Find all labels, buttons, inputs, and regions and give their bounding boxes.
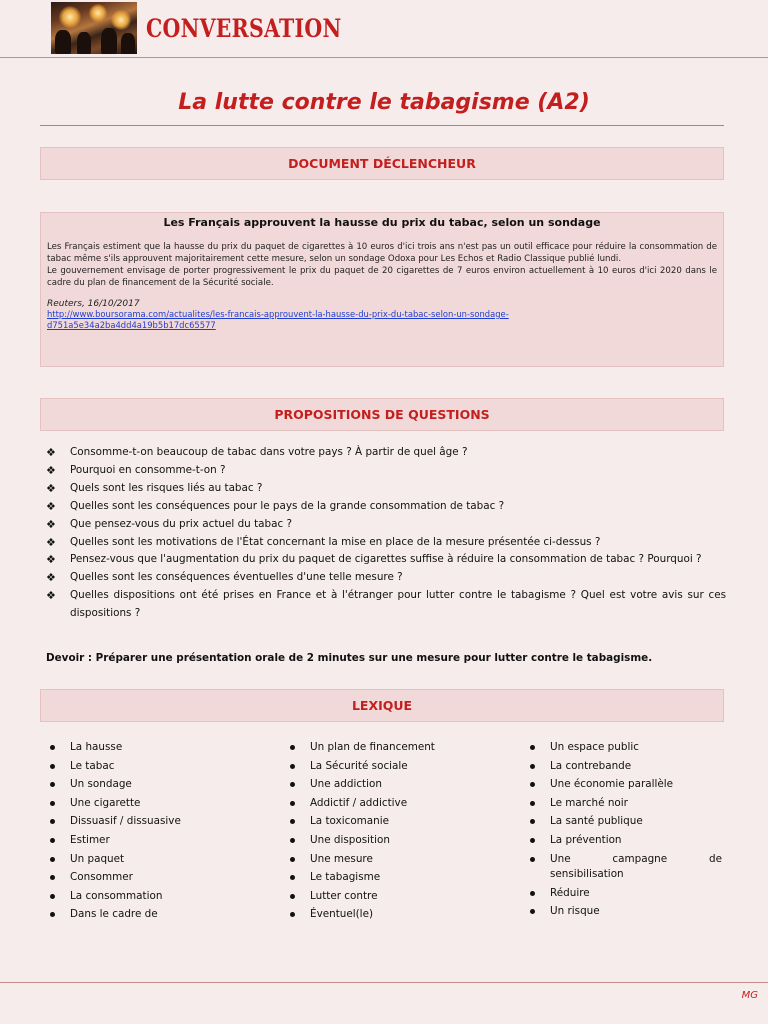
bullet-dot-icon bbox=[290, 764, 295, 769]
list-item: La toxicomanie bbox=[286, 812, 486, 831]
bullet-dot-icon bbox=[50, 857, 55, 862]
list-item: ❖ Consomme-t-on beaucoup de tabac dans votre pays ? À partir de quel âge ? bbox=[46, 444, 726, 462]
list-item: ❖ Quelles sont les conséquences pour le pays de la grande consommation de tabac ? bbox=[46, 498, 726, 516]
bullet-dot-icon bbox=[530, 838, 535, 843]
diamond-bullet-icon: ❖ bbox=[46, 589, 56, 603]
bullet-dot-icon bbox=[530, 857, 535, 862]
bullet-dot-icon bbox=[50, 764, 55, 769]
bullet-dot-icon bbox=[50, 819, 55, 824]
footer-divider bbox=[0, 982, 768, 983]
list-item: Estimer bbox=[46, 831, 246, 850]
list-item: Le marché noir bbox=[526, 794, 722, 813]
diamond-bullet-icon: ❖ bbox=[46, 571, 56, 585]
list-item: ❖ Quelles sont les conséquences éventuelles d'une telle mesure ? bbox=[46, 569, 726, 587]
list-item: Consommer bbox=[46, 868, 246, 887]
bullet-dot-icon bbox=[50, 801, 55, 806]
diamond-bullet-icon: ❖ bbox=[46, 446, 56, 459]
bullet-dot-icon bbox=[290, 912, 295, 917]
bullet-dot-icon bbox=[50, 782, 55, 787]
list-item: Une cigarette bbox=[46, 794, 246, 813]
diamond-bullet-icon: ❖ bbox=[46, 499, 56, 513]
diamond-bullet-icon: ❖ bbox=[46, 481, 56, 495]
bullet-dot-icon bbox=[50, 894, 55, 899]
document-link-line-2[interactable]: d751a5e34a2ba4dd4a19b5b17dc65577 bbox=[47, 320, 216, 330]
section-header-questions: PROPOSITIONS DE QUESTIONS bbox=[40, 398, 724, 431]
list-item: Une mesure bbox=[286, 850, 486, 869]
document-link-line-1[interactable]: http://www.boursorama.com/actualites/les-francais-approuvent-la-hausse-du-prix-du-tabac-selon-un-sondage- bbox=[47, 309, 509, 319]
bullet-dot-icon bbox=[290, 801, 295, 806]
diamond-bullet-icon: ❖ bbox=[46, 517, 56, 531]
list-item: Le tabac bbox=[46, 757, 246, 776]
assignment-text: Devoir : Préparer une présentation orale de 2 minutes sur une mesure pour lutter contre le tabagisme. bbox=[46, 652, 653, 664]
list-item: Réduire bbox=[526, 884, 722, 903]
list-item: ❖ Quelles dispositions ont été prises en France et à l'étranger pour lutter contre le tabagisme ? Quel est votre avis sur ces dispositions ? bbox=[46, 589, 726, 620]
questions-list bbox=[46, 444, 726, 623]
section-header-declencheur: DOCUMENT DÉCLENCHEUR bbox=[40, 147, 724, 180]
lexicon-column-1 bbox=[46, 738, 246, 924]
bullet-dot-icon bbox=[50, 912, 55, 917]
diamond-bullet-icon: ❖ bbox=[46, 463, 56, 477]
page-title: La lutte contre le tabagisme (A2) bbox=[178, 90, 590, 115]
list-item: La Sécurité sociale bbox=[286, 757, 486, 776]
diamond-bullet-icon: ❖ bbox=[46, 535, 56, 549]
list-item: Une économie parallèle bbox=[526, 775, 722, 794]
list-item: Un espace public bbox=[526, 738, 722, 757]
list-item: Lutter contre bbox=[286, 887, 486, 906]
document-title: Les Français approuvent la hausse du prix du tabac, selon un sondage bbox=[163, 216, 601, 229]
bullet-dot-icon bbox=[530, 745, 535, 750]
list-item: Une campagne de sensibilisation bbox=[526, 850, 722, 884]
list-item: Le tabagisme bbox=[286, 868, 486, 887]
bullet-dot-icon bbox=[290, 782, 295, 787]
list-item: La hausse bbox=[46, 738, 246, 757]
list-item: ❖ Pensez-vous que l'augmentation du prix du paquet de cigarettes suffise à réduire la consommation de tabac ? Pourquoi ? bbox=[46, 551, 726, 569]
list-item: La consommation bbox=[46, 887, 246, 906]
bullet-dot-icon bbox=[530, 819, 535, 824]
bullet-dot-icon bbox=[530, 891, 535, 896]
list-item: Éventuel(le) bbox=[286, 905, 486, 924]
list-item: La contrebande bbox=[526, 757, 722, 776]
bullet-dot-icon bbox=[290, 819, 295, 824]
list-item: Un paquet bbox=[46, 850, 246, 869]
document-paragraph-2: Le gouvernement envisage de porter progressivement le prix du paquet de 20 cigarettes de 7 euros environ actuellement à 10 euros d'ici 2020 dans le cadre du plan de financement de la Sécurité sociale. bbox=[47, 266, 717, 288]
bullet-dot-icon bbox=[50, 875, 55, 880]
list-item: Un risque bbox=[526, 902, 722, 921]
bullet-dot-icon bbox=[530, 909, 535, 914]
list-item: Une addiction bbox=[286, 775, 486, 794]
lexicon-column-3 bbox=[526, 738, 722, 921]
document-source: Reuters, 16/10/2017 bbox=[47, 299, 140, 309]
list-item: Addictif / addictive bbox=[286, 794, 486, 813]
bullet-dot-icon bbox=[290, 875, 295, 880]
bullet-dot-icon bbox=[50, 838, 55, 843]
list-item: ❖ Pourquoi en consomme-t-on ? bbox=[46, 462, 726, 480]
list-item: La santé publique bbox=[526, 812, 722, 831]
lexicon-column-2 bbox=[286, 738, 486, 924]
bullet-dot-icon bbox=[290, 838, 295, 843]
section-header-lexique: LEXIQUE bbox=[40, 689, 724, 722]
trigger-document bbox=[40, 212, 724, 367]
bullet-dot-icon bbox=[530, 801, 535, 806]
header-image bbox=[51, 2, 137, 54]
document-paragraph-1: Les Français estiment que la hausse du prix du paquet de cigarettes à 10 euros d'ici trois ans n'est pas un outil efficace pour réduire la consommation de tabac même s'ils approuvent majoritairement cette mesure, selon un sondage Odoxa pour Les Echos et Radio Classique publié lundi. bbox=[47, 242, 717, 264]
header bbox=[0, 0, 768, 58]
bullet-dot-icon bbox=[290, 894, 295, 899]
list-item: La prévention bbox=[526, 831, 722, 850]
list-item: ❖ Quelles sont les motivations de l'État concernant la mise en place de la mesure présentée ci-dessus ? bbox=[46, 534, 726, 552]
header-title: CONVERSATION bbox=[146, 14, 342, 43]
list-item: Dissuasif / dissuasive bbox=[46, 812, 246, 831]
diamond-bullet-icon: ❖ bbox=[46, 553, 56, 567]
list-item: Une disposition bbox=[286, 831, 486, 850]
list-item: ❖ Que pensez-vous du prix actuel du tabac ? bbox=[46, 516, 726, 534]
list-item: Un plan de financement bbox=[286, 738, 486, 757]
bullet-dot-icon bbox=[530, 782, 535, 787]
footer-initials: MG bbox=[741, 990, 758, 1001]
bullet-dot-icon bbox=[290, 857, 295, 862]
bullet-dot-icon bbox=[530, 764, 535, 769]
list-item: Dans le cadre de bbox=[46, 905, 246, 924]
list-item: Un sondage bbox=[46, 775, 246, 794]
list-item: ❖ Quels sont les risques liés au tabac ? bbox=[46, 480, 726, 498]
bullet-dot-icon bbox=[290, 745, 295, 750]
bullet-dot-icon bbox=[50, 745, 55, 750]
title-divider bbox=[40, 125, 724, 126]
